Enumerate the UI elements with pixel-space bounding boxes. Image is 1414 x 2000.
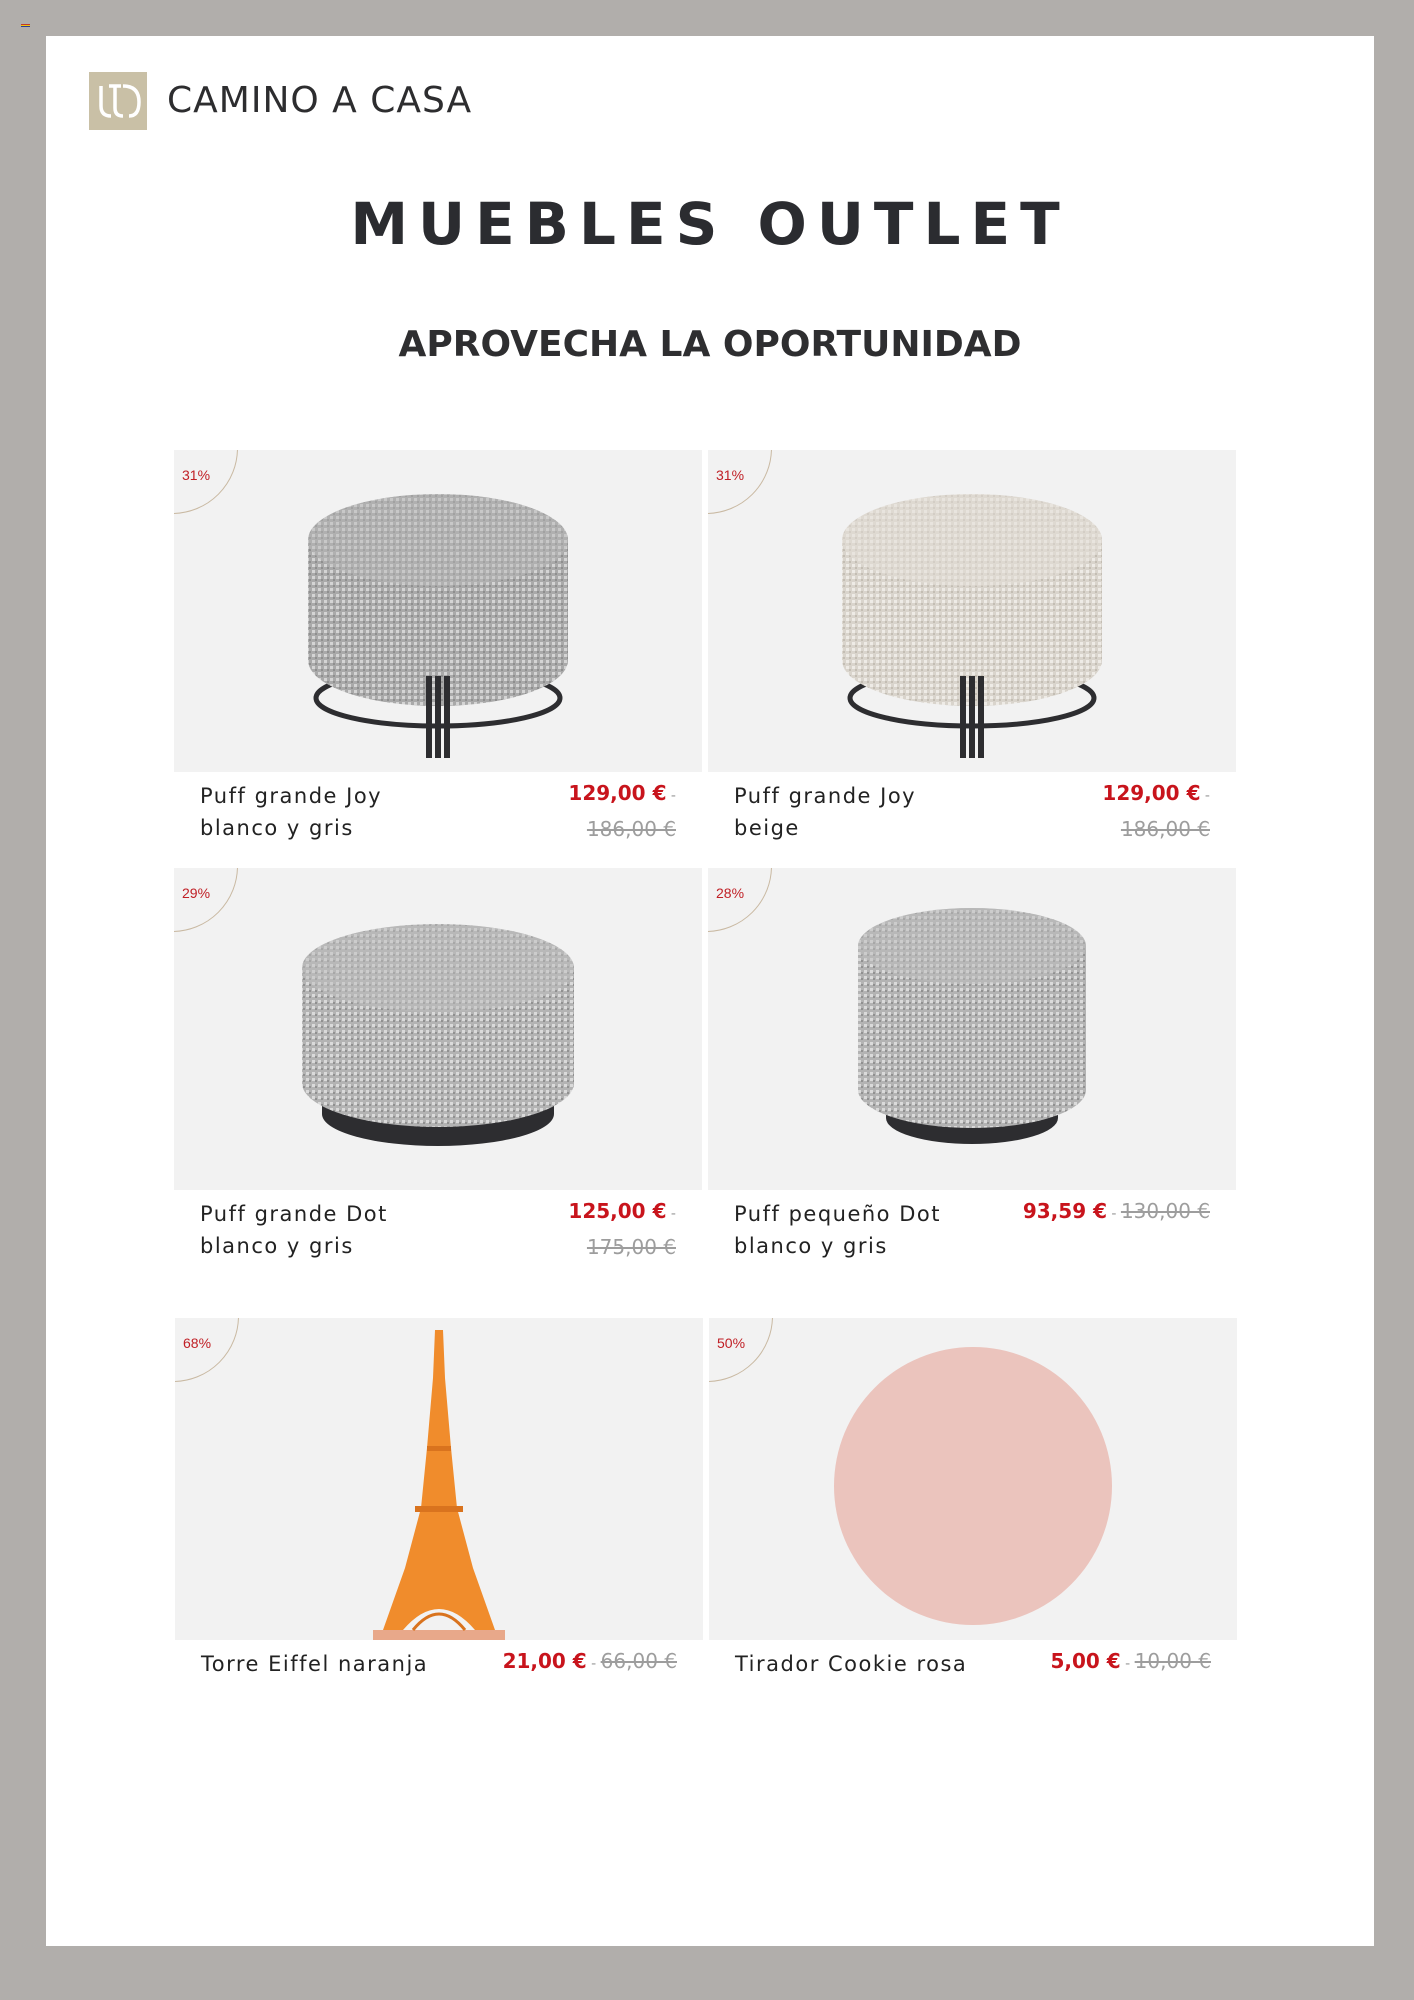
product-image xyxy=(708,450,1236,772)
product-name-line: blanco y gris xyxy=(200,816,354,840)
brand-name: CAMINO A CASA xyxy=(167,80,473,121)
product-name xyxy=(200,780,460,844)
discount-badge: 28% xyxy=(716,885,745,901)
sale-price: 125,00 € xyxy=(568,1199,667,1223)
discount-badge: 68% xyxy=(183,1335,212,1351)
sale-price: 5,00 € xyxy=(1050,1649,1121,1673)
flag-icon xyxy=(21,24,30,29)
product-image xyxy=(708,868,1236,1190)
product-card[interactable] xyxy=(709,1318,1237,1720)
sale-price: 93,59 € xyxy=(1022,1199,1107,1223)
product-name xyxy=(201,1648,501,1680)
product-name-line: Puff pequeño Dot xyxy=(734,1202,941,1226)
product-image xyxy=(175,1318,703,1640)
sale-price: 129,00 € xyxy=(1102,781,1201,805)
page-title: MUEBLES OUTLET xyxy=(350,190,1070,258)
jc-monogram-icon xyxy=(89,72,147,130)
discount-badge: 29% xyxy=(182,885,211,901)
product-card[interactable] xyxy=(175,1318,703,1720)
product-name-line: Tirador Cookie rosa xyxy=(735,1652,968,1676)
original-price: 130,00 € xyxy=(1120,1199,1210,1223)
original-price: 186,00 € xyxy=(586,817,676,841)
product-card[interactable] xyxy=(174,868,702,1270)
product-name-line: blanco y gris xyxy=(734,1234,888,1258)
product-name-line: Torre Eiffel naranja xyxy=(201,1652,429,1676)
discount-badge: 50% xyxy=(717,1335,746,1351)
sale-price: 129,00 € xyxy=(568,781,667,805)
product-image xyxy=(174,868,702,1190)
discount-badge: 31% xyxy=(716,467,745,483)
original-price: 10,00 € xyxy=(1134,1649,1211,1673)
product-name-line: Puff grande Joy xyxy=(734,784,917,808)
product-prices: 129,00 € - 186,00 € xyxy=(1102,781,1210,841)
original-price: 66,00 € xyxy=(600,1649,677,1673)
product-card[interactable] xyxy=(708,868,1236,1270)
catalog-page xyxy=(46,36,1374,1946)
sale-price: 21,00 € xyxy=(502,1649,587,1673)
original-price: 186,00 € xyxy=(1120,817,1210,841)
product-name xyxy=(735,1648,1035,1680)
product-card[interactable] xyxy=(174,450,702,852)
product-name xyxy=(734,1198,994,1262)
product-prices: 93,59 € - 130,00 € xyxy=(1022,1199,1210,1223)
product-name xyxy=(200,1198,460,1262)
product-image xyxy=(174,450,702,772)
product-name-line: Puff grande Dot xyxy=(200,1202,388,1226)
product-image xyxy=(709,1318,1237,1640)
product-prices: 129,00 € - 186,00 € xyxy=(568,781,676,841)
product-name-line: Puff grande Joy xyxy=(200,784,383,808)
product-prices: 21,00 € - 66,00 € xyxy=(502,1649,677,1673)
page-subtitle: APROVECHA LA OPORTUNIDAD xyxy=(398,324,1022,365)
product-card[interactable] xyxy=(708,450,1236,852)
original-price: 175,00 € xyxy=(586,1235,676,1259)
product-name xyxy=(734,780,994,844)
product-name-line: blanco y gris xyxy=(200,1234,354,1258)
product-prices: 5,00 € - 10,00 € xyxy=(1050,1649,1211,1673)
product-prices: 125,00 € - 175,00 € xyxy=(568,1199,676,1259)
discount-badge: 31% xyxy=(182,467,211,483)
product-name-line: beige xyxy=(734,816,800,840)
